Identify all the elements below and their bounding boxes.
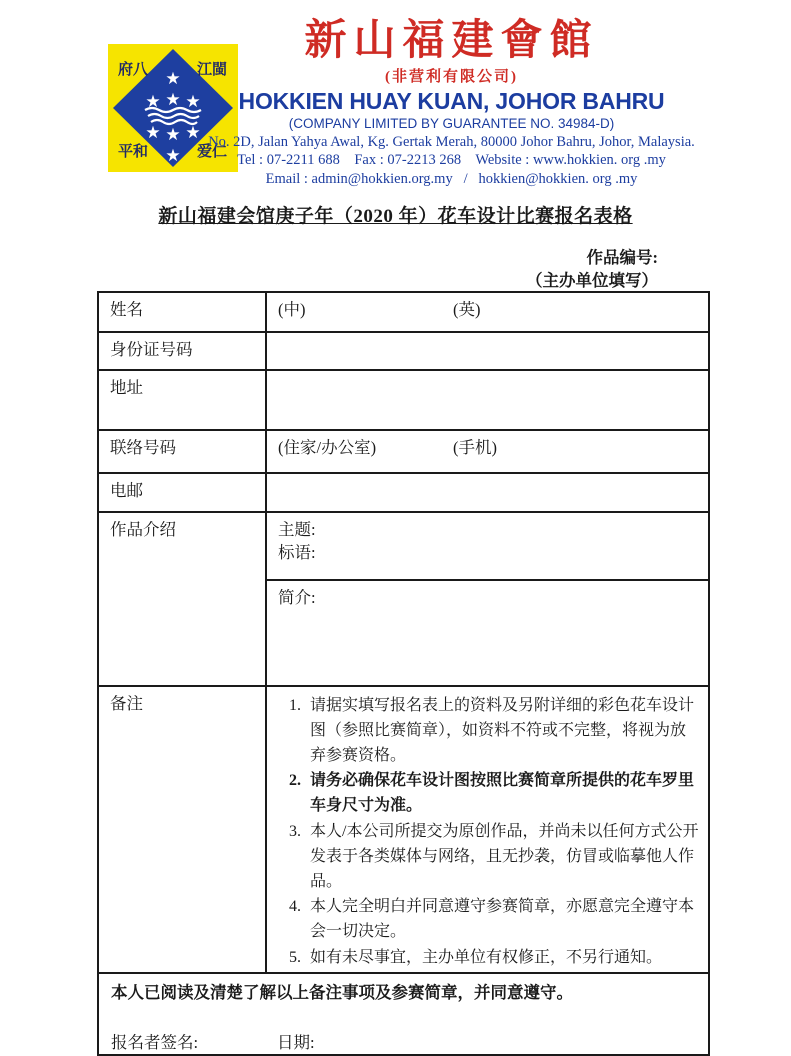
org-address: No. 2D, Jalan Yahya Awal, Kg. Gertak Merah, 80000 Johor Bahru, Johor, Malaysia. (208, 134, 695, 151)
entry-number-label: 作品编号: (586, 248, 658, 267)
svg-text:★: ★ (185, 92, 201, 112)
address-value-cell (266, 370, 709, 430)
svg-text:★: ★ (165, 69, 181, 89)
svg-text:★: ★ (145, 92, 161, 112)
signature-label: 报名者签名: (111, 1032, 199, 1052)
address-label: 地址 (98, 370, 266, 430)
svg-text:★: ★ (165, 90, 181, 110)
note-item-2: 2. 请务必确保花车设计图按照比赛简章所提供的花车罗里车身尺寸为准。 (305, 769, 700, 819)
signature-row (111, 1031, 696, 1054)
table-row-intro-top (98, 512, 709, 580)
entry-number-block (526, 246, 658, 292)
table-row-email (98, 473, 709, 512)
contact-mobile-label: (手机) (453, 438, 497, 457)
logo-corner-bottom-right: 爱仁 (197, 144, 228, 160)
name-chinese-label: (中) (278, 300, 306, 319)
registration-table (97, 291, 710, 1056)
intro-theme-label: 主题: (278, 520, 316, 539)
note-item-5: 5. 如有未尽事宜，主办单位有权修正，不另行通知。 (305, 946, 700, 971)
svg-text:★: ★ (165, 146, 181, 166)
form-title: 新山福建会馆庚子年（2020 年）花车设计比赛报名表格 (158, 206, 633, 227)
contact-label: 联络号码 (98, 430, 266, 473)
declaration-text: 本人已阅读及清楚了解以上备注事项及参赛简章，并同意遵守。 (111, 982, 573, 1002)
org-contact-line: Tel : 07-2211 688 Fax : 07-2213 268 Website : www.hokkien. org .my (237, 152, 666, 169)
name-label: 姓名 (98, 292, 266, 332)
contact-home-label: (住家/办公室) (278, 438, 377, 457)
org-registration: (COMPANY LIMITED BY GUARANTEE NO. 34984-D) (288, 116, 615, 132)
date-label: 日期: (277, 1032, 315, 1052)
email-value-cell (266, 473, 709, 512)
table-row-name (98, 292, 709, 332)
table-row-notes (98, 686, 709, 973)
table-row-contact (98, 430, 709, 473)
table-row-address (98, 370, 709, 430)
svg-text:★: ★ (145, 123, 161, 143)
table-row-ic (98, 332, 709, 370)
svg-text:★: ★ (165, 125, 181, 145)
note-item-4: 4. 本人完全明白并同意遵守参赛简章，亦愿意完全遵守本会一切决定。 (305, 895, 700, 945)
svg-text:★: ★ (185, 123, 201, 143)
contact-value-cell (266, 430, 709, 473)
logo-corner-top-right: 江閩 (197, 62, 228, 78)
org-type-chinese: (非营利有限公司) (385, 69, 518, 86)
name-english-label: (英) (453, 300, 481, 319)
intro-theme-cell (266, 512, 709, 580)
logo-corner-bottom-left: 平和 (118, 144, 149, 160)
name-value-cell (266, 292, 709, 332)
intro-label: 作品介绍 (98, 512, 266, 686)
letterhead (150, 16, 753, 188)
notes-cell (266, 686, 709, 973)
org-name-chinese: 新山福建會館 (304, 15, 599, 64)
declaration-cell (98, 973, 709, 1055)
table-row-declaration (98, 973, 709, 1055)
intro-slogan-label: 标语: (278, 543, 316, 563)
entry-number-note: （主办单位填写） (526, 271, 658, 291)
notes-list (278, 694, 700, 971)
ic-label: 身份证号码 (98, 332, 266, 370)
intro-desc-cell (266, 580, 709, 686)
note-item-1: 1. 请据实填写报名表上的资料及另附详细的彩色花车设计图（参照比赛简章），如资料不符或不完整，将视为放弃参赛资格。 (305, 694, 700, 768)
notes-label: 备注 (98, 686, 266, 973)
ic-value-cell (266, 332, 709, 370)
logo-corner-top-left: 府八 (118, 62, 149, 78)
note-item-3: 3. 本人/本公司所提交为原创作品，并尚未以任何方式公开发表于各类媒体与网络，且无抄袭，仿冒或临摹他人作品。 (305, 820, 700, 894)
email-label: 电邮 (98, 473, 266, 512)
org-name-english: HOKKIEN HUAY KUAN, JOHOR BAHRU (238, 88, 665, 115)
org-email-line: Email : admin@hokkien.org.my / hokkien@hokkien. org .my (265, 170, 638, 187)
intro-desc-label: 简介: (278, 588, 316, 607)
